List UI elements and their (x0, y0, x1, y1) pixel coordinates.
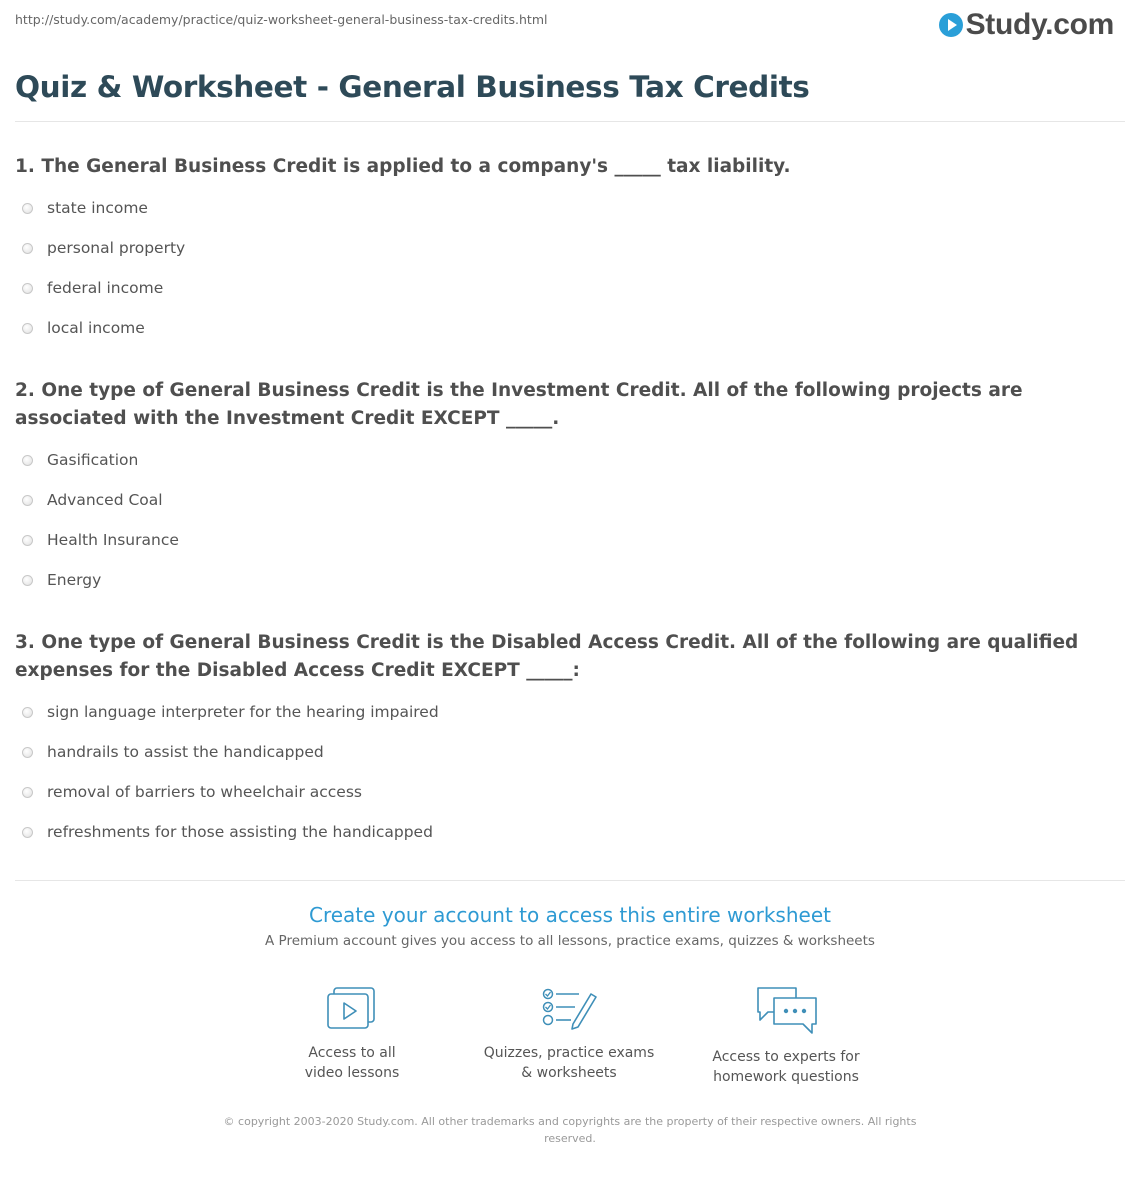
question-1-options (22, 188, 185, 348)
title-divider (15, 121, 1125, 122)
create-account-link[interactable]: Create your account to access this entire worksheet (309, 903, 831, 927)
option-label: local income (47, 319, 145, 337)
answer-option[interactable] (22, 560, 179, 600)
copyright-footer (210, 1113, 930, 1147)
option-label: Gasification (47, 451, 139, 469)
radio-button-icon[interactable] (22, 323, 33, 334)
premium-description: A Premium account gives you access to all lessons, practice exams, quizzes & worksheets (265, 933, 875, 949)
radio-button-icon[interactable] (22, 203, 33, 214)
option-label: state income (47, 199, 148, 217)
answer-option[interactable] (22, 188, 185, 228)
answer-option[interactable] (22, 440, 179, 480)
answer-option[interactable] (22, 228, 185, 268)
feature-label-line2: video lessons (304, 1065, 400, 1081)
feature-experts (686, 986, 886, 1087)
answer-option[interactable] (22, 772, 439, 812)
feature-quizzes (469, 986, 669, 1083)
option-label: personal property (47, 239, 186, 257)
option-label: Energy (47, 571, 102, 589)
radio-button-icon[interactable] (22, 707, 33, 718)
answer-option[interactable] (22, 308, 185, 348)
study-logo[interactable] (939, 8, 1114, 42)
radio-button-icon[interactable] (22, 455, 33, 466)
radio-button-icon[interactable] (22, 495, 33, 506)
feature-video-lessons (252, 986, 452, 1083)
feature-label-line1: Quizzes, practice exams (483, 1045, 655, 1061)
option-label: removal of barriers to wheelchair access (47, 783, 362, 801)
answer-option[interactable] (22, 480, 179, 520)
play-logo-icon (939, 13, 963, 37)
question-3-options (22, 692, 439, 852)
feature-label-line1: Access to all (308, 1045, 396, 1061)
option-label: sign language interpreter for the hearing impaired (47, 703, 439, 721)
option-label: handrails to assist the handicapped (47, 743, 324, 761)
option-label: Advanced Coal (47, 491, 163, 509)
radio-button-icon[interactable] (22, 747, 33, 758)
option-label: refreshments for those assisting the handicapped (47, 823, 433, 841)
answer-option[interactable] (22, 732, 439, 772)
answer-option[interactable] (22, 268, 185, 308)
logo-text: Study.com (965, 8, 1114, 41)
feature-label-line1: Access to experts for (712, 1049, 860, 1065)
answer-option[interactable] (22, 812, 439, 852)
feature-label-line2: homework questions (713, 1069, 859, 1085)
question-1: 1. The General Business Credit is applied to a company's _____ tax liability. (15, 156, 791, 177)
radio-button-icon[interactable] (22, 243, 33, 254)
feature-label-line2: & worksheets (521, 1065, 617, 1081)
question-2-options (22, 440, 179, 600)
option-label: Health Insurance (47, 531, 179, 549)
copyright-line2: reserved. (544, 1132, 596, 1145)
page-url: http://study.com/academy/practice/quiz-worksheet-general-business-tax-credits.html (15, 12, 548, 27)
radio-button-icon[interactable] (22, 787, 33, 798)
question-3: 3. One type of General Business Credit is the Disabled Access Credit. All of the following are qualified expenses for the Disabled Access Credit EXCEPT _____: (15, 632, 1079, 681)
answer-option[interactable] (22, 520, 179, 560)
option-label: federal income (47, 279, 164, 297)
quiz-checklist-icon (541, 986, 597, 1032)
chat-bubbles-icon (754, 986, 818, 1036)
copyright-line1: © copyright 2003-2020 Study.com. All other trademarks and copyrights are the property of their respective owners. All rights (223, 1115, 917, 1128)
radio-button-icon[interactable] (22, 535, 33, 546)
radio-button-icon[interactable] (22, 827, 33, 838)
video-lesson-icon (326, 986, 378, 1032)
radio-button-icon[interactable] (22, 283, 33, 294)
page-title: Quiz & Worksheet - General Business Tax Credits (15, 70, 810, 104)
section-divider (15, 880, 1125, 881)
question-2: 2. One type of General Business Credit is the Investment Credit. All of the following projects are associated with the Investment Credit EXCEPT _____. (15, 380, 1023, 429)
radio-button-icon[interactable] (22, 575, 33, 586)
answer-option[interactable] (22, 692, 439, 732)
